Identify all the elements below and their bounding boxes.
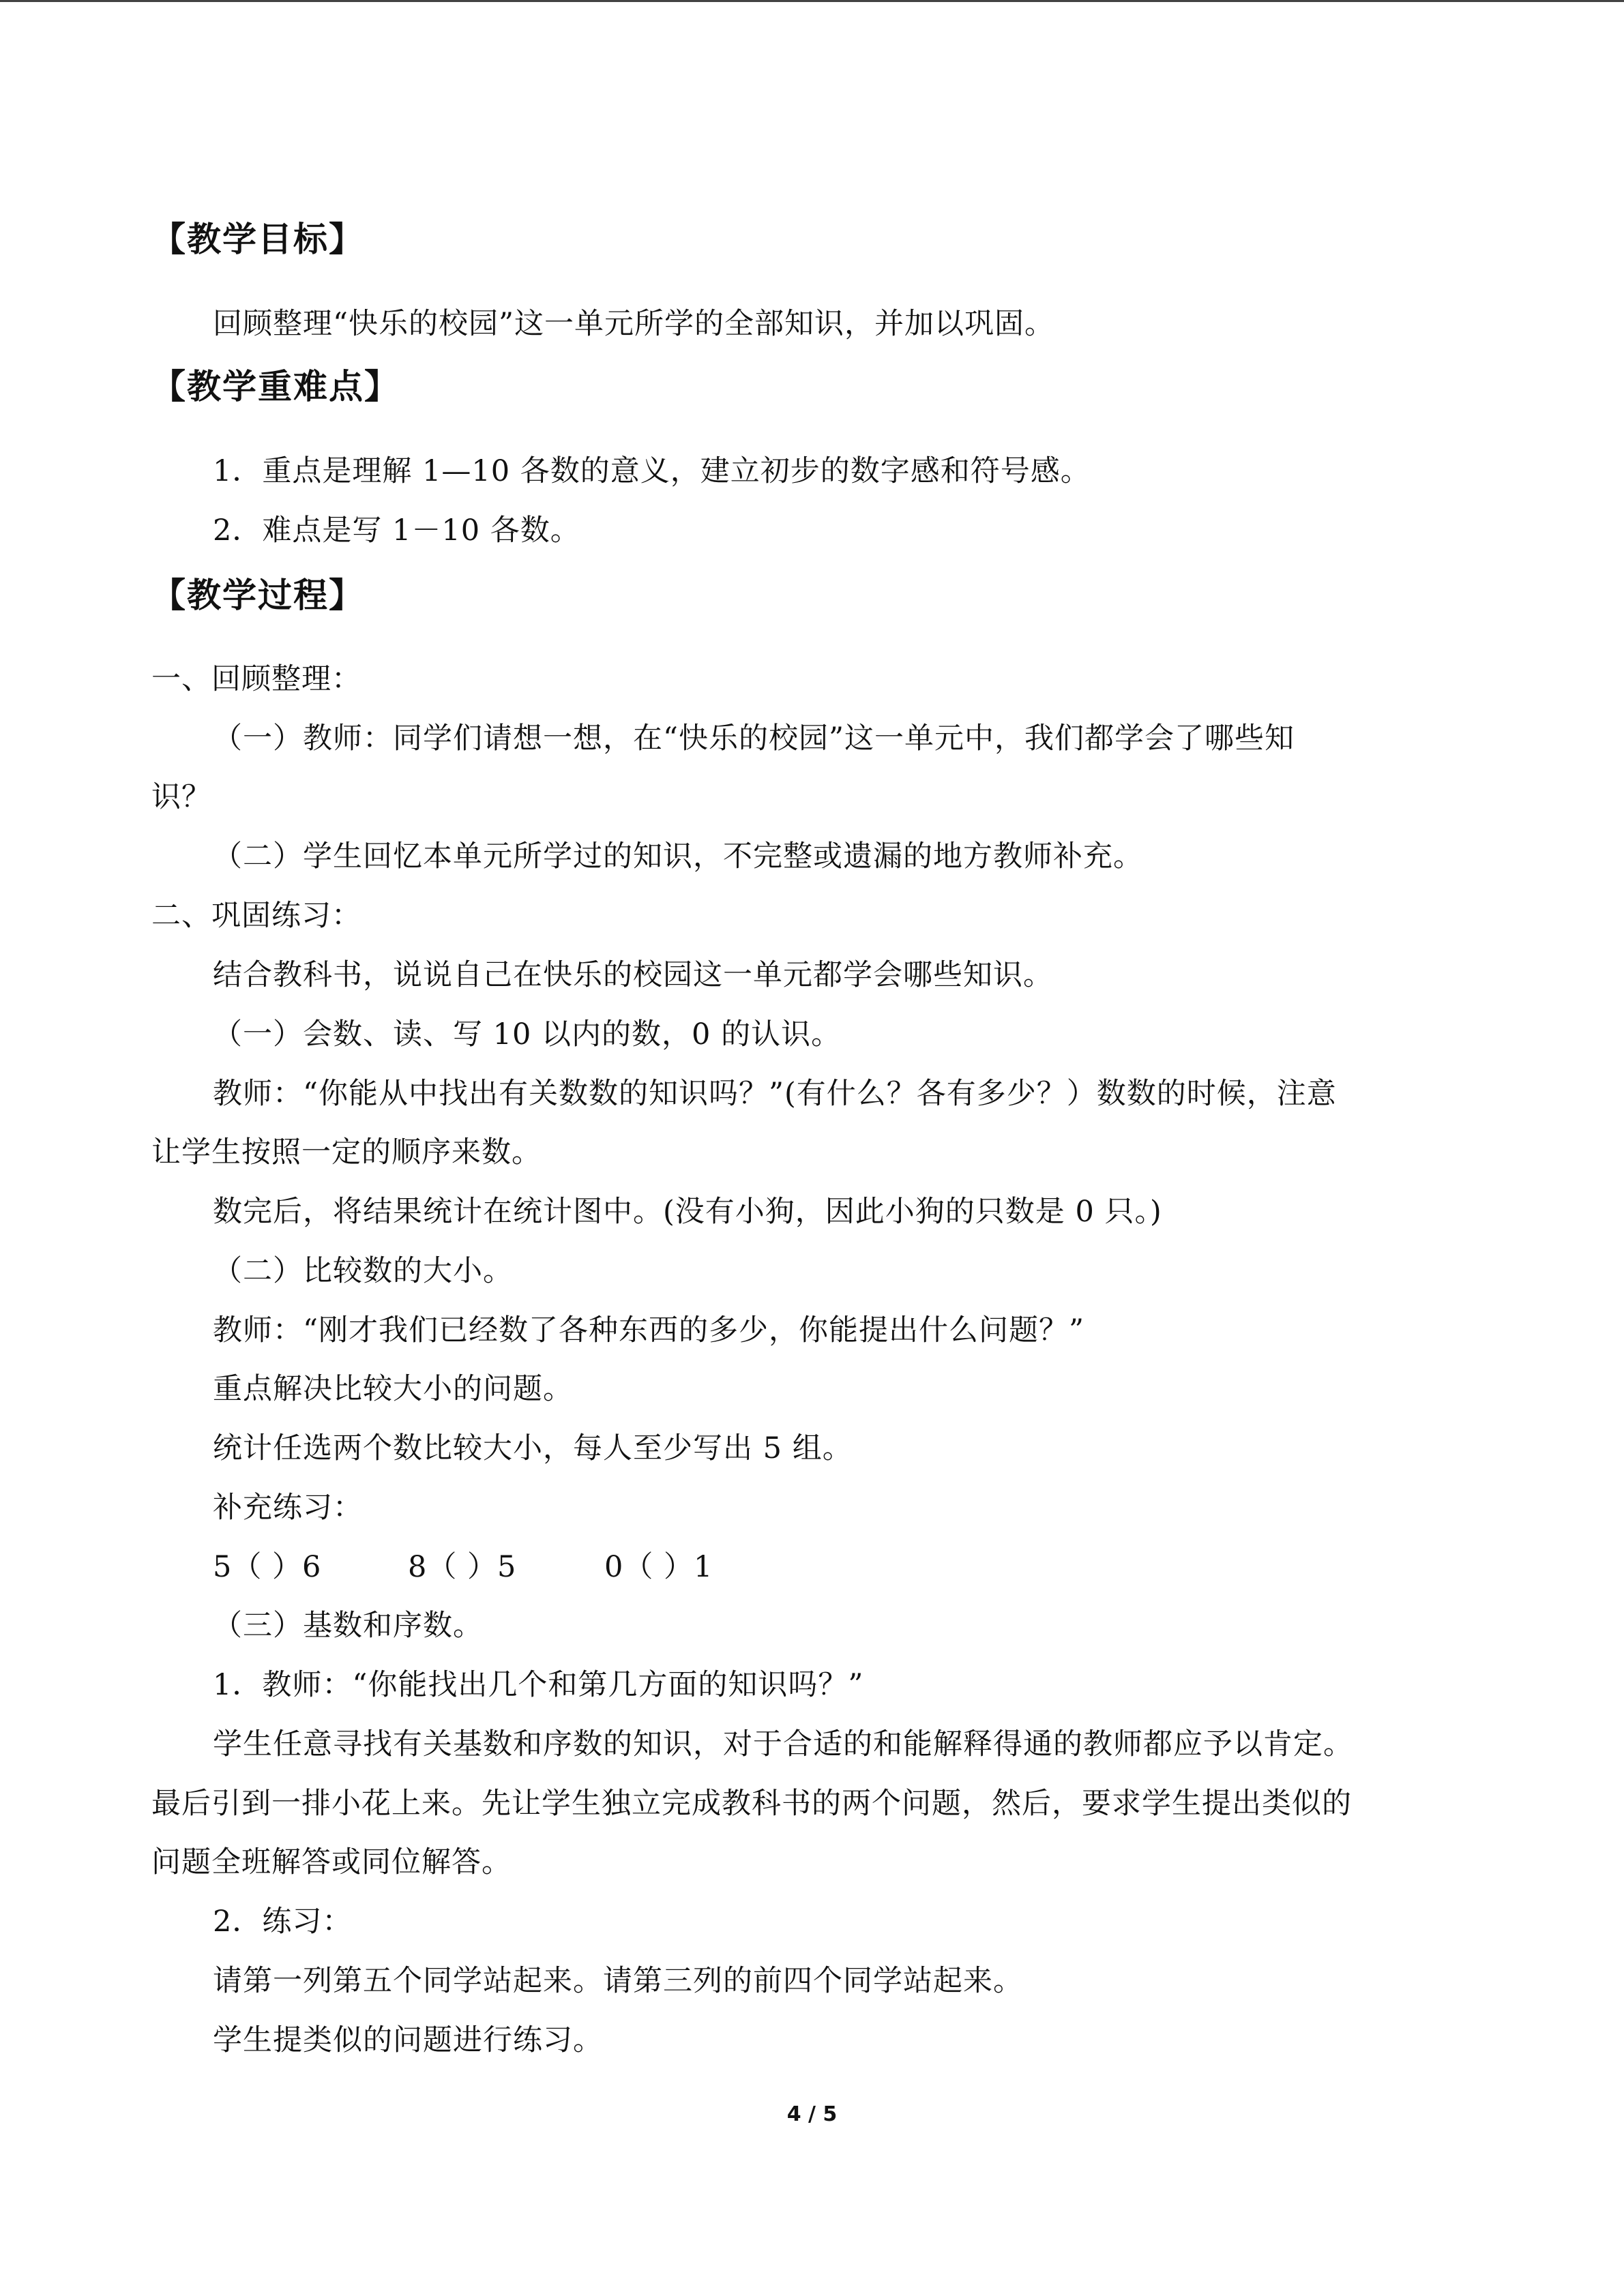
paragraph: 结合教科书，说说自己在快乐的校园这一单元都学会哪些知识。 xyxy=(213,958,1053,992)
paragraph: 教师：“你能从中找出有关数数的知识吗？”(有什么？各有多少？）数数的时候，注意 xyxy=(213,1077,1337,1111)
exercise-item-1: 5（ ）6 xyxy=(213,1550,322,1584)
exercise-item-3: 0（ ）1 xyxy=(604,1550,713,1584)
key-point-item-1: 1．重点是理解 1—10 各数的意义，建立初步的数字感和符号感。 xyxy=(213,454,1091,488)
paragraph: 学生任意寻找有关基数和序数的知识，对于合适的和能解释得通的教师都应予以肯定。 xyxy=(213,1727,1353,1761)
paragraph: （一）会数、读、写 10 以内的数，0 的认识。 xyxy=(213,1017,842,1052)
paragraph: 最后引到一排小花上来。先让学生独立完成教科书的两个问题，然后，要求学生提出类似的 xyxy=(151,1787,1352,1821)
key-points-heading: 【教学重难点】 xyxy=(151,367,400,406)
exercise-item-2: 8（ ）5 xyxy=(408,1550,517,1584)
objectives-heading: 【教学目标】 xyxy=(151,220,364,259)
paragraph: 教师：“刚才我们已经数了各种东西的多少，你能提出什么问题？” xyxy=(213,1313,1084,1347)
process-heading: 【教学过程】 xyxy=(151,576,364,615)
key-point-item-2: 2．难点是写 1－10 各数。 xyxy=(213,513,580,548)
paragraph: （二）学生回忆本单元所学过的知识，不完整或遗漏的地方教师补充。 xyxy=(213,839,1143,874)
paragraph: 2．练习： xyxy=(213,1905,353,1939)
paragraph: （二）比较数的大小。 xyxy=(213,1254,513,1288)
paragraph: 学生提类似的问题进行练习。 xyxy=(213,2023,603,2057)
paragraph: 问题全班解答或同位解答。 xyxy=(151,1845,512,1879)
paragraph: （一）教师：同学们请想一想，在“快乐的校园”这一单元中，我们都学会了哪些知 xyxy=(213,721,1295,756)
paragraph: 请第一列第五个同学站起来。请第三列的前四个同学站起来。 xyxy=(213,1964,1023,1998)
paragraph: 统计任选两个数比较大小，每人至少写出 5 组。 xyxy=(213,1431,853,1465)
paragraph: （三）基数和序数。 xyxy=(213,1609,483,1643)
paragraph: 数完后，将结果统计在统计图中。(没有小狗，因此小狗的只数是 0 只。) xyxy=(213,1195,1162,1229)
part1-title: 一、回顾整理： xyxy=(151,662,361,696)
paragraph: 识？ xyxy=(151,780,211,814)
objectives-text: 回顾整理“快乐的校园”这一单元所学的全部知识，并加以巩固。 xyxy=(213,307,1054,341)
paragraph: 重点解决比较大小的问题。 xyxy=(213,1372,573,1406)
paragraph: 补充练习： xyxy=(213,1491,363,1525)
part2-title: 二、巩固练习： xyxy=(151,899,361,933)
page-number: 4 / 5 xyxy=(786,2102,838,2126)
paragraph: 让学生按照一定的顺序来数。 xyxy=(151,1135,542,1169)
paragraph: 1．教师：“你能找出几个和第几方面的知识吗？” xyxy=(213,1668,864,1702)
